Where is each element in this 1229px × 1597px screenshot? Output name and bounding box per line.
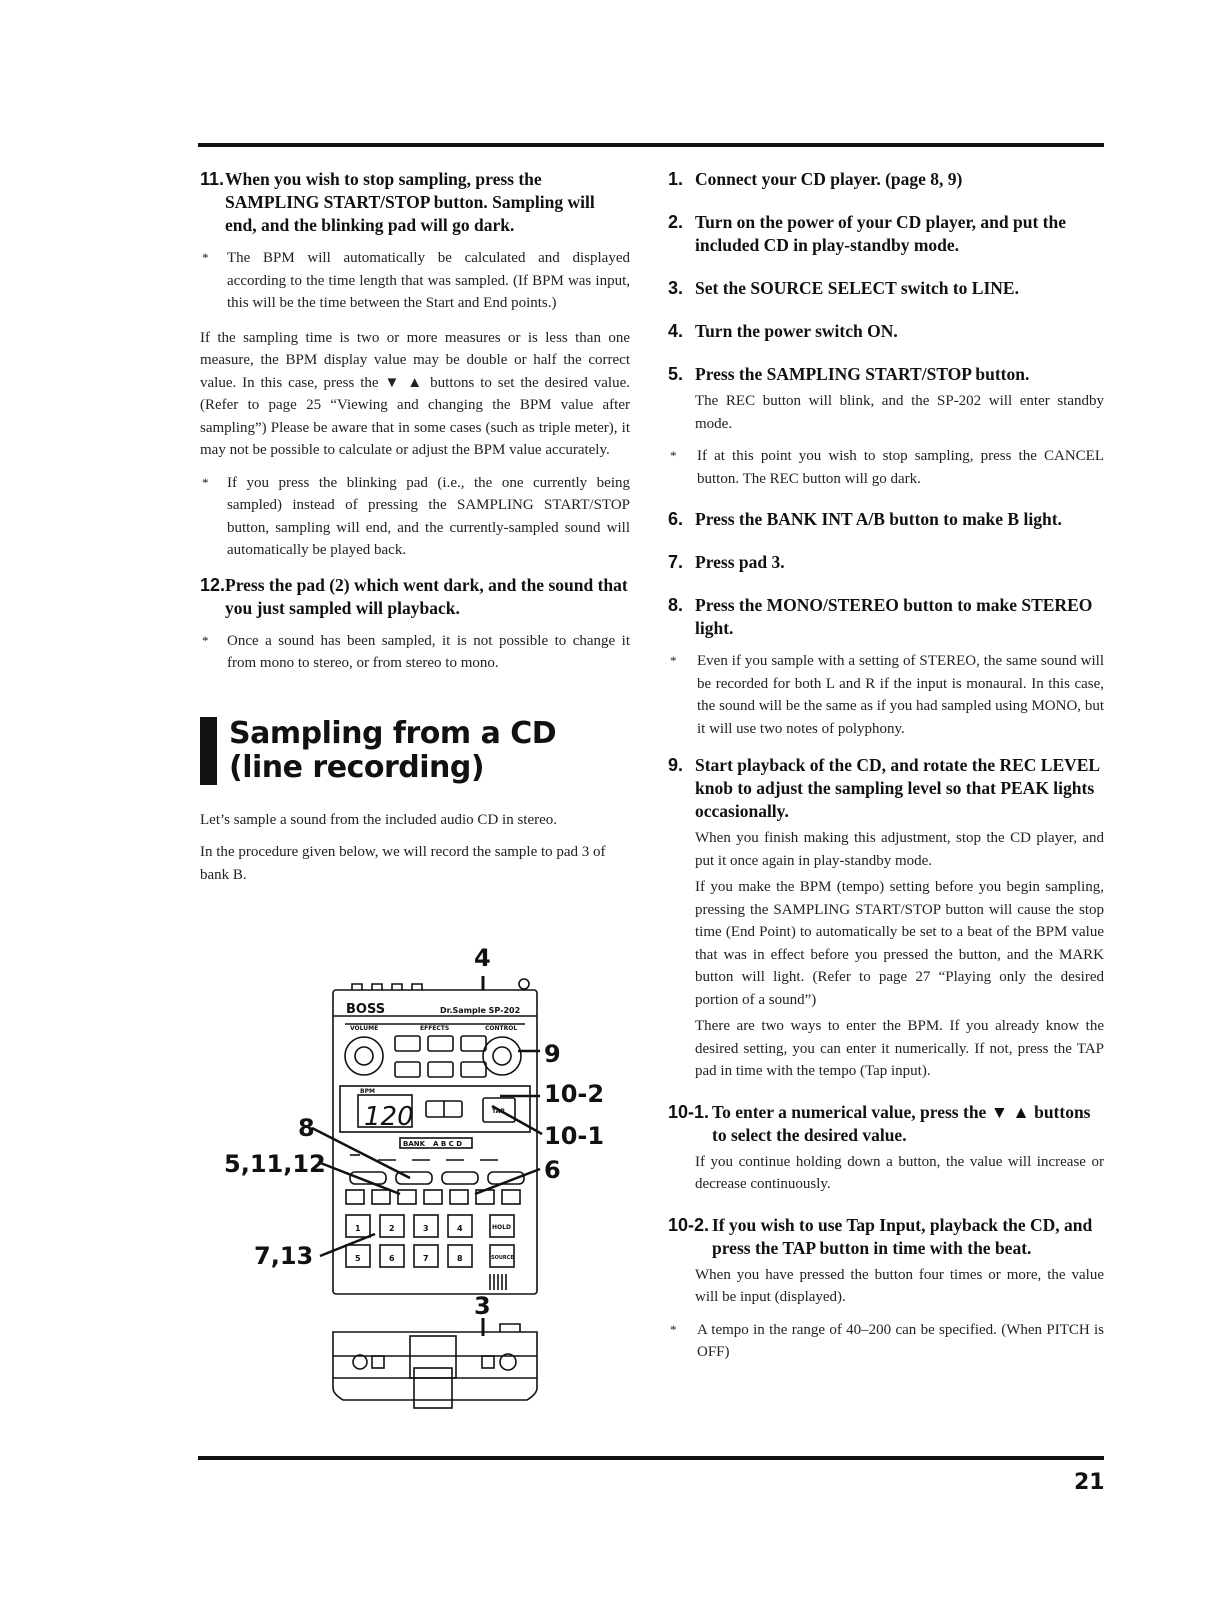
rec-level-knob <box>483 1037 521 1075</box>
asterisk-icon: * <box>670 448 677 463</box>
step-3 <box>668 277 1104 300</box>
step-paragraph: When you have pressed the button four times or more, the value will be input (displayed). <box>695 1266 1104 1305</box>
note-text: Even if you sample with a setting of STEREO, the same sound will be recorded for both L and R if the input is monaural. In this case, the sound will be the same as if you had sampled using MONO, but it will use two notes of polyphony. <box>697 653 1104 737</box>
step-number: 9. <box>668 755 684 775</box>
lower-unit <box>333 1332 537 1400</box>
asterisk-icon: * <box>670 653 677 668</box>
asterisk-icon: * <box>670 1321 677 1337</box>
step-10-2 <box>668 1214 1104 1260</box>
tap-label: TAP <box>492 1108 505 1115</box>
step-10-1 <box>668 1101 1104 1147</box>
step-2 <box>668 211 1104 257</box>
top-rule <box>198 143 1104 147</box>
note <box>200 247 630 315</box>
step-8 <box>668 594 1104 640</box>
bank-label: BANK <box>403 1140 426 1148</box>
callout-10-1: 10-1 <box>544 1122 605 1150</box>
intro-paragraph: Let’s sample a sound from the included audio CD in stereo. <box>200 811 558 828</box>
callout-7-13: 7,13 <box>254 1242 314 1270</box>
note <box>200 472 630 562</box>
step-4 <box>668 320 1104 343</box>
step-number: 8. <box>668 595 684 615</box>
callout-8: 8 <box>298 1114 315 1142</box>
step-text: Start playback of the CD, and rotate the REC LEVEL knob to adjust the sampling level so that PEAK lights occasionally. <box>695 755 1100 821</box>
callout-4: 4 <box>474 944 491 972</box>
step-number: 12. <box>200 574 226 595</box>
asterisk-icon: * <box>202 250 209 265</box>
section-heading <box>200 717 630 785</box>
volume-knob <box>345 1037 383 1075</box>
step-paragraph: There are two ways to enter the BPM. If you already know the desired setting, you can enter it numerically. If not, press the TAP pad in time with the tempo (Tap input). <box>695 1018 1104 1079</box>
note-text: A tempo in the range of 40–200 can be specified. (When PITCH is OFF) <box>697 1321 1104 1360</box>
step-number: 7. <box>668 552 684 572</box>
pad-label-6: 6 <box>389 1254 395 1263</box>
asterisk-icon: * <box>202 632 209 648</box>
heading-line-2: (line recording) <box>229 749 485 785</box>
step-11 <box>200 168 630 237</box>
step-number: 4. <box>668 321 684 341</box>
effects-label: EFFECTS <box>420 1025 450 1032</box>
pad-label-7: 7 <box>423 1254 429 1263</box>
callout-5-11-12: 5,11,12 <box>224 1150 326 1178</box>
bottom-rule <box>198 1456 1104 1460</box>
step-text: Press the BANK INT A/B button to make B light. <box>695 509 1062 529</box>
step-paragraph: If you make the BPM (tempo) setting before you begin sampling, pressing the SAMPLING START/STOP button will cause the stop time (End Point) to automatically be set to a beat of the BPM value that was in effect before you pressed the button, and the MARK button will light. (Refer to page 27 “Playing only the desired portion of a sound”) <box>695 879 1104 1008</box>
callout-6: 6 <box>544 1156 561 1184</box>
step-paragraph: The REC button will blink, and the SP-202 will enter standby mode. <box>695 393 1104 432</box>
step-number: 6. <box>668 509 684 529</box>
pad-label-5: 5 <box>355 1254 361 1263</box>
callout-9: 9 <box>544 1040 561 1068</box>
step-text: To enter a numerical value, press the ▼ ▲ buttons to select the desired value. <box>712 1101 1091 1145</box>
step-text: Press the MONO/STEREO button to make STEREO light. <box>695 595 1093 638</box>
step-5 <box>668 363 1104 386</box>
pad-label-8: 8 <box>457 1254 463 1263</box>
note-text: If at this point you wish to stop sampling, press the CANCEL button. The REC button will go dark. <box>697 448 1104 487</box>
hold-label: HOLD <box>492 1224 511 1231</box>
step-text: Set the SOURCE SELECT switch to LINE. <box>695 278 1019 298</box>
sp202-diagram <box>200 938 630 1418</box>
device-figure <box>200 938 630 1418</box>
callout-10-2: 10-2 <box>544 1080 605 1108</box>
bpm-value: 120 <box>364 1102 414 1132</box>
step-paragraph: If you continue holding down a button, the value will increase or decrease continuously. <box>695 1153 1104 1192</box>
top-jack-shapes <box>352 984 422 990</box>
asterisk-icon: * <box>202 474 209 490</box>
note <box>200 630 630 675</box>
heading-bar <box>200 717 217 785</box>
step-text: When you wish to stop sampling, press the SAMPLING START/STOP button. Sampling will end, and the blinking pad will go dark. <box>225 169 595 235</box>
note-text: If you press the blinking pad (i.e., the one currently being sampled) instead of pressing the SAMPLING START/STOP button, sampling will end, and the currently-sampled sound will automatically be played back. <box>227 474 630 558</box>
heading-line-1: Sampling from a CD <box>229 715 557 751</box>
volume-label: VOLUME <box>350 1025 379 1032</box>
step-number: 11. <box>200 169 225 189</box>
note <box>668 445 1104 490</box>
control-label: CONTROL <box>485 1025 518 1032</box>
bank-letters: A B C D <box>433 1140 463 1148</box>
note <box>668 1319 1104 1364</box>
step-number: 5. <box>668 364 684 384</box>
page-number: 21 <box>1074 1470 1105 1495</box>
right-column <box>668 168 1104 1376</box>
model-label: Dr.Sample SP-202 <box>440 1006 521 1015</box>
step-number: 10-1. <box>668 1101 710 1122</box>
left-column <box>200 168 630 896</box>
pad-label-1: 1 <box>355 1224 361 1233</box>
step-number: 3. <box>668 278 684 298</box>
step-text: Turn on the power of your CD player, and put the included CD in play-standby mode. <box>695 212 1066 255</box>
brand-label: BOSS <box>346 1002 386 1017</box>
step-number: 10-2. <box>668 1214 710 1235</box>
note-text: The BPM will automatically be calculated and displayed according to the time length that was sampled. (If BPM was input, this will be the time between the Start and End points.) <box>227 250 630 311</box>
memory-card-slot <box>410 1336 456 1378</box>
step-number: 1. <box>668 169 684 189</box>
step-12 <box>200 574 630 620</box>
step-6 <box>668 508 1104 531</box>
step-paragraph: When you finish making this adjustment, stop the CD player, and put it once again in play-standby mode. <box>695 830 1104 869</box>
step-1 <box>668 168 1104 191</box>
pad-label-3: 3 <box>423 1224 429 1233</box>
step-text: Press the SAMPLING START/STOP button. <box>695 364 1030 384</box>
step-number: 2. <box>668 212 684 232</box>
step-text: Press pad 3. <box>695 552 785 572</box>
paragraph: If the sampling time is two or more measures or is less than one measure, the BPM display value may be double or half the correct value. In this case, press the ▼ ▲ buttons to set the desired value. (Refer to page 25 “Viewing and changing the BPM value after sampling”) Please be aware that in some cases (such as triple meter), it may not be possible to calculate or adjust the BPM value accurately. <box>200 329 630 458</box>
step-7 <box>668 551 1104 574</box>
step-text: Press the pad (2) which went dark, and the sound that you just sampled will playback. <box>225 574 628 618</box>
step-text: If you wish to use Tap Input, playback the CD, and press the TAP button in time with the beat. <box>712 1214 1093 1258</box>
pad-label-4: 4 <box>457 1224 463 1233</box>
pad-label-2: 2 <box>389 1224 395 1233</box>
bpm-label: BPM <box>360 1088 375 1095</box>
step-text: Connect your CD player. (page 8, 9) <box>695 169 963 189</box>
callout-3: 3 <box>474 1292 491 1320</box>
intro-paragraph: In the procedure given below, we will record the sample to pad 3 of bank B. <box>200 844 606 883</box>
note <box>668 650 1104 740</box>
step-9 <box>668 754 1104 823</box>
source-label: SOURCE <box>491 1255 514 1261</box>
step-text: Turn the power switch ON. <box>695 321 898 341</box>
note-text: Once a sound has been sampled, it is not possible to change it from mono to stereo, or from stereo to mono. <box>227 632 630 671</box>
